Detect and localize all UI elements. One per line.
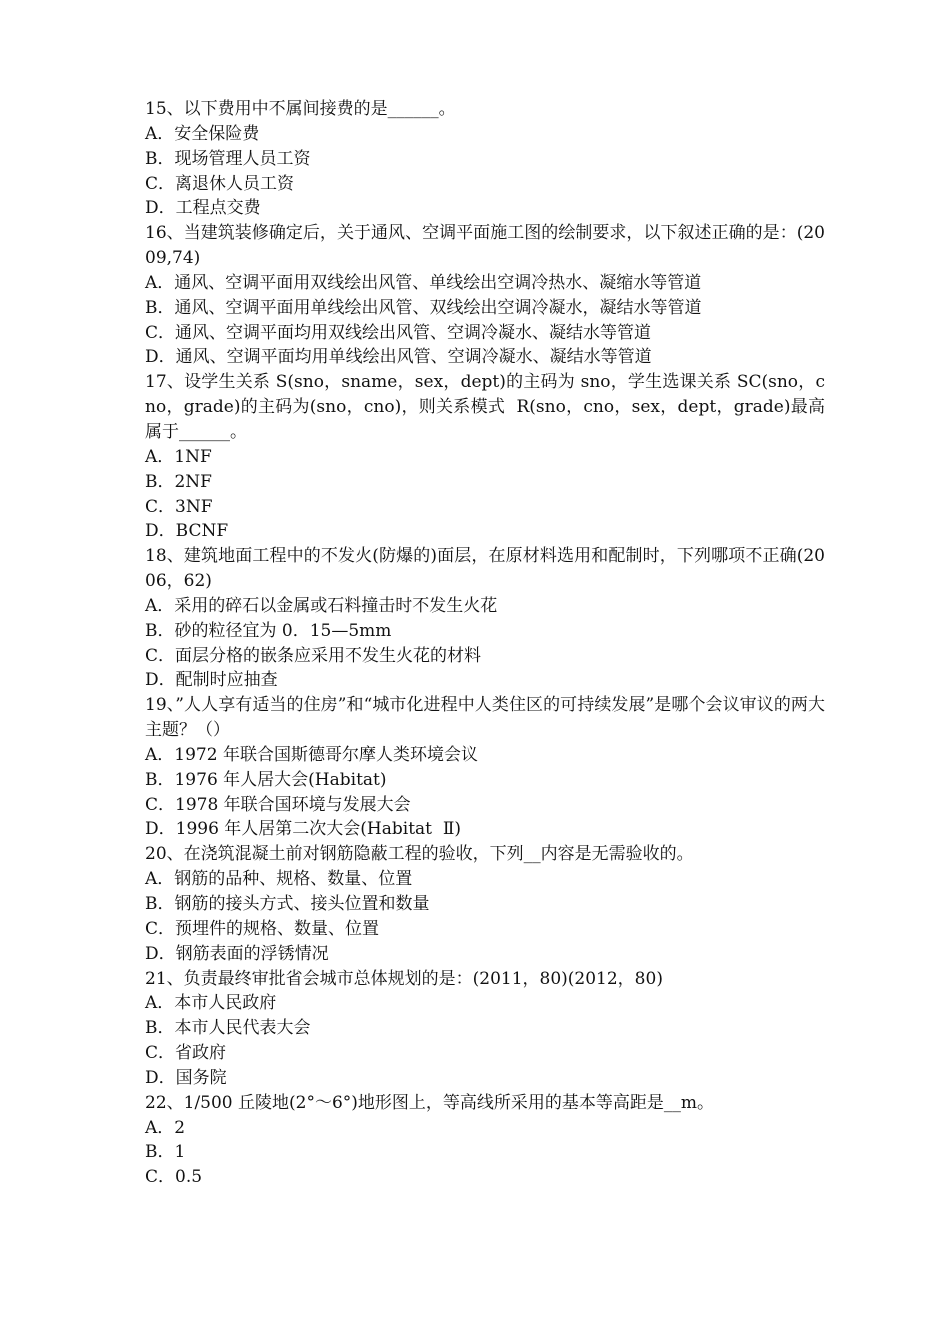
option-c: C．0.5 xyxy=(145,1167,203,1188)
question-16 xyxy=(145,221,825,370)
question-stem: 20、在浇筑混凝土前对钢筋隐蔽工程的验收，下列__内容是无需验收的。 xyxy=(145,844,694,865)
option-b: B．1976 年人居大会(Habitat) xyxy=(145,769,387,790)
question-stem: 17、设学生关系 S(sno，sname，sex，dept)的主码为 sno，学生选课关系 SC(sno，cno，grade)的主码为(sno，cno)，则关系模式 R(sno，cno，sex，dept，grade)最高属于______。 xyxy=(145,372,825,442)
option-b: B．钢筋的接头方式、接头位置和数量 xyxy=(145,894,430,914)
question-stem: 16、当建筑装修确定后，关于通风、空调平面施工图的绘制要求，以下叙述正确的是：(2009,74) xyxy=(145,223,825,269)
option-c: C．1978 年联合国环境与发展大会 xyxy=(145,794,411,815)
option-c: C．离退休人员工资 xyxy=(145,173,295,194)
option-d: D．BCNF xyxy=(145,521,229,542)
option-d: D．1996 年人居第二次大会(Habitat Ⅱ) xyxy=(145,819,462,840)
option-a: A．钢筋的品种、规格、数量、位置 xyxy=(145,869,413,890)
option-d: D．国务院 xyxy=(145,1067,227,1088)
option-b: B．砂的粒径宜为 0．15—5mm xyxy=(145,620,392,641)
option-b: B．现场管理人员工资 xyxy=(145,148,311,169)
option-c: C．预埋件的规格、数量、位置 xyxy=(145,918,380,939)
question-18 xyxy=(145,544,825,693)
option-d: D．钢筋表面的浮锈情况 xyxy=(145,943,329,964)
question-stem: 19、”人人享有适当的住房”和“城市化进程中人类住区的可持续发展”是哪个会议审议的两大主题？（） xyxy=(145,695,825,741)
option-c: C．3NF xyxy=(145,496,213,517)
option-d: D．配制时应抽查 xyxy=(145,670,278,691)
option-a: A．通风、空调平面用双线绘出风管、单线绘出空调冷热水、凝缩水等管道 xyxy=(145,272,702,293)
question-15 xyxy=(145,97,825,221)
option-a: A．安全保险费 xyxy=(145,123,260,144)
option-a: A．1972 年联合国斯德哥尔摩人类环境会议 xyxy=(145,744,478,765)
option-c: C．通风、空调平面均用双线绘出风管、空调冷凝水、凝结水等管道 xyxy=(145,322,652,343)
option-b: B．2NF xyxy=(145,471,212,492)
question-19 xyxy=(145,693,825,842)
question-20 xyxy=(145,842,825,966)
option-b: B．本市人民代表大会 xyxy=(145,1018,311,1039)
option-a: A．本市人民政府 xyxy=(145,993,277,1014)
option-b: B．通风、空调平面用单线绘出风管、双线绘出空调冷凝水，凝结水等管道 xyxy=(145,297,702,318)
option-a: A．2 xyxy=(145,1117,186,1138)
option-a: A．1NF xyxy=(145,446,212,467)
option-b: B．1 xyxy=(145,1142,186,1163)
question-stem: 15、以下费用中不属间接费的是______。 xyxy=(145,99,456,119)
question-21 xyxy=(145,967,825,1091)
option-c: C．省政府 xyxy=(145,1043,227,1064)
question-stem: 21、负责最终审批省会城市总体规划的是：(2011，80)(2012，80) xyxy=(145,968,663,989)
option-c: C．面层分格的嵌条应采用不发生火花的材料 xyxy=(145,645,482,666)
question-17 xyxy=(145,370,825,544)
option-d: D．工程点交费 xyxy=(145,198,261,219)
question-stem: 22、1/500 丘陵地(2°～6°)地形图上，等高线所采用的基本等高距是__m。 xyxy=(145,1092,715,1113)
document-body xyxy=(145,97,825,1190)
question-22 xyxy=(145,1091,825,1190)
option-a: A．采用的碎石以金属或石料撞击时不发生火花 xyxy=(145,595,498,616)
question-stem: 18、建筑地面工程中的不发火(防爆的)面层，在原材料选用和配制时，下列哪项不正确(2006，62) xyxy=(145,546,825,592)
option-d: D．通风、空调平面均用单线绘出风管、空调冷凝水、凝结水等管道 xyxy=(145,347,652,368)
